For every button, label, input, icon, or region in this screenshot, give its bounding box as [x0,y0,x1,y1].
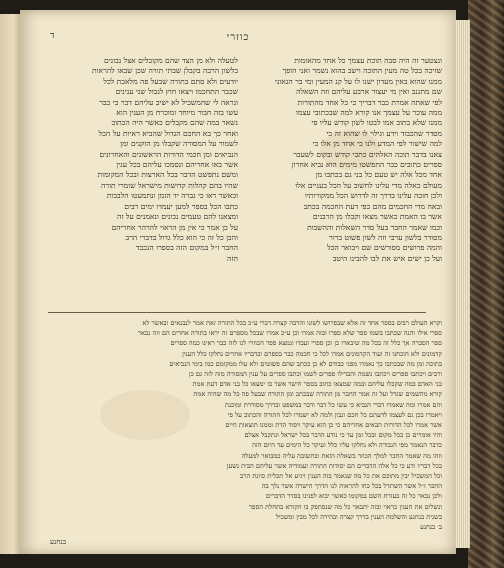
text-line: לשמור על המסורה שקבלו מן הזקנים ומן [120,139,238,149]
text-line: מעולם כאלה מדי עלינו לחשוב על הכל בעניים אלו [295,180,442,190]
text-line: ונצטער זה היה סבה תוכת עצמך כל אחד מהאומות [294,56,442,65]
text-line: ממנו שלא כתוב אמו לבטו לשון קודש עליו פי [311,118,442,128]
text-line: הנביאים ומן חכמי הדורות הראשונים והאחרונים [99,149,238,159]
text-line: והבן כל זה כי הוא כלל גדול בדברי הרב [125,232,238,242]
text-line: שזיכה בכל טה מעין התוכה וישב בהוא נשמר ואני הופך [282,66,442,76]
commentary-line: וכל המשכיל יבין מתוכם את כל מה שנאמר בזה הענין ויגיע אל תכלית כוונת הרב [240,472,442,481]
main-text-left-column [48,56,238,264]
commentary-line: בני האדם במה שקבלו עליהם ובמה שמצאו כתוב בספר הישר אשר בו ימצאו כל בני אדם דעת אמת [192,380,442,389]
commentary-line: כדבר הנאמר מפי הגבורה ולא נחלקו עליו כלל ועיקר כל הימים עד היום הזה [252,441,442,450]
leaf-number: ד [50,31,55,41]
commentary-line: בשנית בנחנע והשלמה הענין בדרך קצרה ובהירה לכל מבין ומשכיל [275,512,442,521]
text-line: ומשם נתפשט הדבר בכל הארצות ובכל המקומות [97,170,238,180]
main-text-right-column [252,56,442,264]
text-line: לפי שאתה אמרת כבר דבריך כי כל אחד מהתורות [297,97,442,107]
text-line: ולכן חובה עלינו בדרך זה לדרוש הכל ממקורותיו [304,191,442,201]
commentary-line: אשר אמרו לכל הדורות הבאים אחריהם כי כן הוא עיקר ויסוד הדת וממנו תוצאות חיים [225,421,442,430]
catchword: בנחנע [50,538,67,546]
text-line: עשו בזה חבור מיוחד ומוכרח מן הענין הוא [116,108,238,118]
text-line: יודעים ולא סתם בתורה שבעל פה מלאכת לכל [103,76,238,86]
text-line: וכמו שאמר החבר בעל סדר השאלות וההשבות [307,222,442,232]
commentary-line: והם אמרו ומה שאמרו דברי הנביא כי עשו כל דבר ודבר במשפט ובדרך מסודרת ומוכנת [224,400,442,409]
text-line: מסדר שהכבוד וידע וגילוי לו שהוא זה כי [326,128,442,138]
text-line: שהיו בהם קהלות קדושות מישראל שומרי תורה [100,180,238,190]
text-line: צאנו בדבר תוכה האלהים כתבי קודש ובקום לשעבר [293,149,442,159]
text-line: ועל כן ישים איש את לבו להבינו היטב [332,253,442,263]
text-line: וכאשר ראו כי גברה יד הזמן ונתמעטו הלבבות [106,191,238,201]
text-line: למה שישור לפי המדע ולנו כי אחד מן אלו כי [312,139,442,149]
text-line: אשר באו אחריהם ונסמכו עליהם בכל ענין [116,160,238,170]
commentary-line: בכל דבריו ודע כי כל אלה הדברים הם יסודות התורה ועמודיה אשר עליהם הבית נשען [226,461,442,470]
text-line: ואחר כך בא החכם הגדול שהביא ראיות על הכל [98,128,238,138]
commentary-line: וקרא העולם רבים בספר אחד זה אלא שבפרושו לשונו והרבה קצרה דברי ע״כ בכל התורה זאת אמר לנבנאים ובאשר לא [142,319,442,327]
text-line: כתבו הכל בספר למען יעמדו ימים רבים [124,201,238,211]
running-head: כוזרי [226,32,250,43]
commentary-line: ולכן נבאר כל זה בעזרת השם במקומו כאשר יבוא לפנינו בסדר הדברים [265,492,442,501]
text-line: לטעלה ולא מן הצד שהם מקובלים אצל נבונים [103,56,238,65]
book-page [20,10,456,554]
commentary-line: בתוכה ומן מה שבכתבו כך נאמרו מפני כבודם לא כן בכתב שהם פשוטים ולא עלו ממקומם כמו בימי הנביאים [169,359,442,368]
text-line: אשר בו האמת כאשר מצאו וקבלו מן הרבנים [312,212,442,222]
text-line: ממנו שהוא באין מעדון ישנו לו על קנ המעין ומי בר הגאוני [274,76,442,86]
commentary-line: וזהו מה שאמר החבר למלך הכוזר בשאלה הזאת ובתשובה עליה כמבואר למעלה [241,451,442,460]
text-line: החבר ז״ל במקום הזה בספרו הנכבד [135,243,238,253]
commentary-block [48,318,442,532]
commentary-line: ונשלים את הענין כראוי ובזה יתבאר כל מה שנסתפק בו הקורא בתחלת הספר [248,502,442,511]
text-line: ספרים כתובים כבר התפשטו מימים הוא נביא אחרון [291,160,442,170]
commentary-line: והיו אומרים כן בכל מקום ובכל זמן עד כי נודע הדבר בכל ישראל ונתקבל אצלם [244,431,442,440]
text-line: והמה פרושים מפורשים שם ויבואר הכל [327,243,442,253]
text-line: הזה [227,253,238,263]
text-line: שכבר התחכמו ויצאו חוץ לגבול שני ענינים [115,87,238,97]
marbled-cover-board [468,0,504,568]
text-line: ומצאנו להם טעמים נכונים ונאמנים על זה [117,212,238,222]
commentary-line: ב׳ בנחנע [420,523,442,532]
commentary-line: ספרי אילו והנה שכתבו בשמו ספר שלא ספרו ובזה אמרו וכן ע״כ אמרו שבכל מספרם זה יראו בתורה אחרים הם וזה נבאר [137,329,442,338]
text-line: ונראה לי שהמשכיל לא ישיב עליהם דבר כי כבר [99,97,238,107]
text-line: נשאר במה שהם מקבלים כאשר היה הכתוב [111,118,238,128]
text-line: אחד מכל אלה יש טעם כל בני גם בכתבו מן [315,170,442,180]
commentary-line: קורא מהשמים שגדל ועל זה אמר החבר מן התורה שבכתב ומן התורה שבעל פה כל מה שהיה אמת [193,390,442,399]
commentary-line: ספר הסברה אך כלל זה בכל מה שיבארו כן וכן ספרי ועבדו ונמצא ספר הכוזרי לנו לזה כבר ראינו כמה ספרים [170,339,442,348]
text-line: בלשון הרבה בקבלן שבתי תורה שכן שבאו להראות [91,66,238,76]
text-line: על כן אמר כי אין מן הראוי להרהר אחריהם [111,222,238,232]
text-line: מסודר בלשון ערבי וזה לשון פשוט ברור [329,232,442,242]
text-line: ממה עוכר על עצמך אנו קורא למה שבכתובי עצמו [295,108,442,118]
commentary-line: החבר ז״ל אשר השתדל בכל כחו להראות לנו הדרך הישרה אשר נלך בה [261,482,442,491]
text-line: שם מתגנב ואין מי יעצור ארבע עליהם וזה השאלה [296,87,442,97]
commentary-line: ויאמרו בכן גם לעצמו לדעתם כל חכם ונבון ולמה לא ישמרו לכל התורה והכתוב על פי [227,410,442,419]
text-line: ובאה מדי החכמים מהם כפי דעת החכמה בכתב [303,201,442,211]
commentary-divider [48,312,426,313]
commentary-line: ורבים ויכתבו ספרים ויכתבו נשמה והבדילו ספרים לשמו וכתבו ספרים על ענין המסורה מזה לזה גם כן [188,370,442,379]
commentary-line: קדמונים ולא הוכחנו זה ועוד הקדמונים אמרו לכל כי חכמה כבר בספרם ובדבריו אחרים נחלקו כלל הענין [182,349,442,358]
